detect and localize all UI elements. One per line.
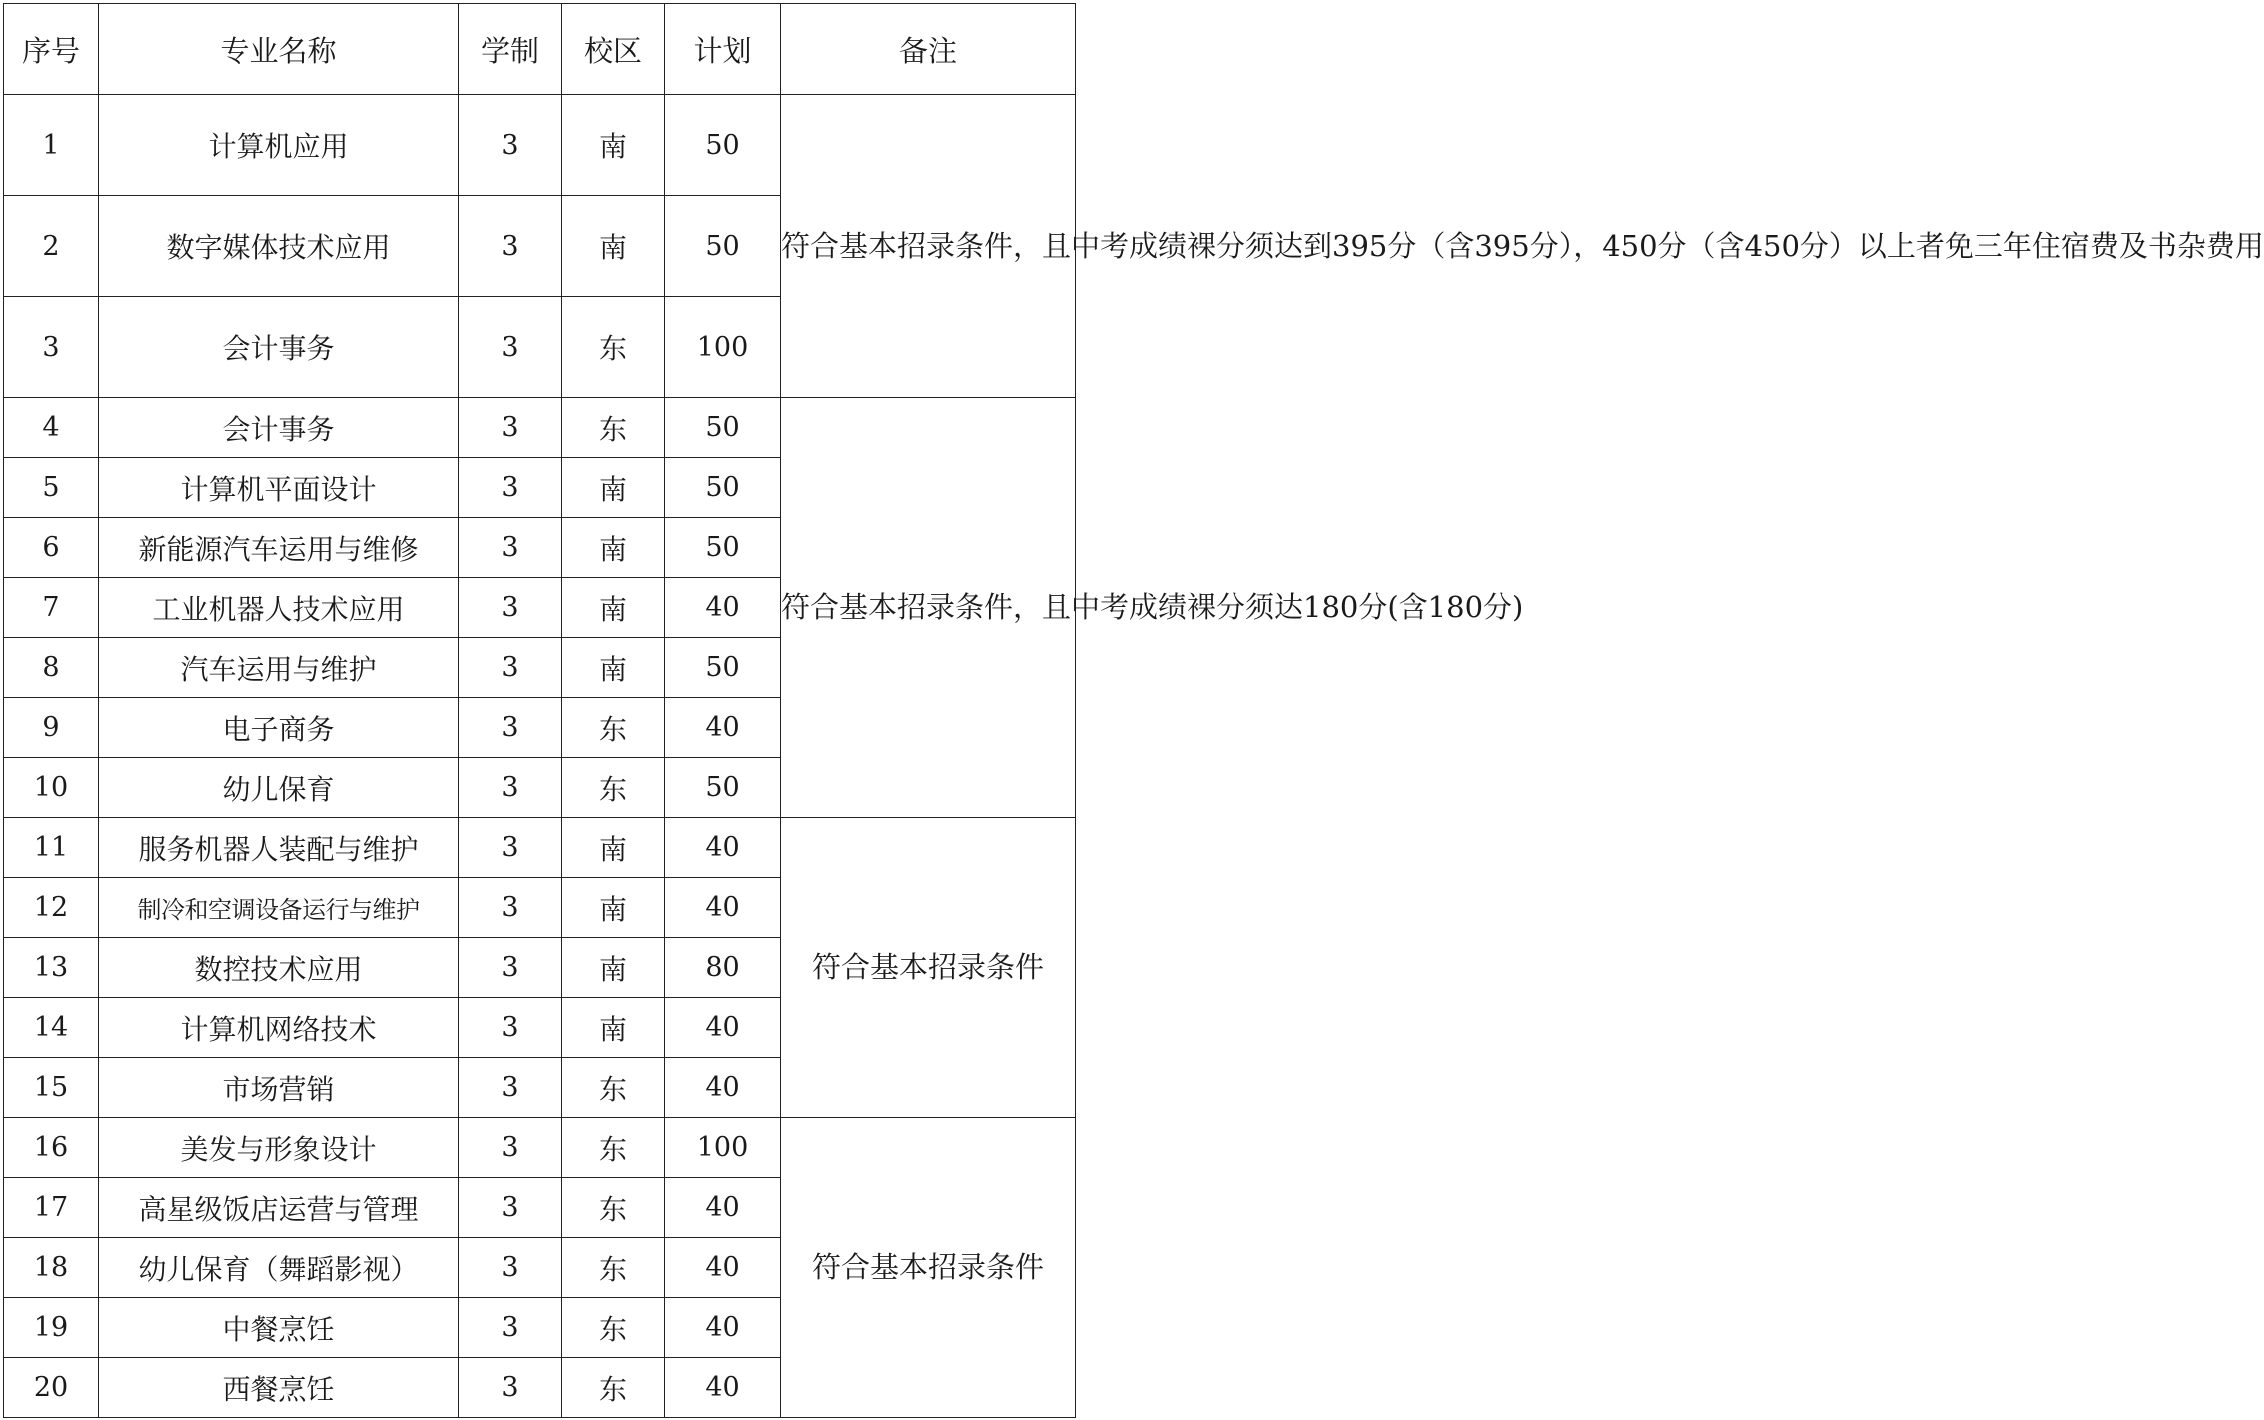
cell-name: 会计事务 <box>99 297 459 398</box>
cell-plan: 40 <box>665 1238 781 1298</box>
table-row <box>4 818 1076 878</box>
cell-no: 18 <box>4 1238 99 1298</box>
cell-years: 3 <box>459 1178 562 1238</box>
cell-years: 3 <box>459 818 562 878</box>
cell-campus: 南 <box>562 578 665 638</box>
cell-plan: 50 <box>665 458 781 518</box>
cell-plan: 100 <box>665 1118 781 1178</box>
cell-campus: 东 <box>562 1118 665 1178</box>
cell-name: 数控技术应用 <box>99 938 459 998</box>
cell-campus: 东 <box>562 297 665 398</box>
header-no: 序号 <box>4 4 99 95</box>
table-row <box>4 95 1076 196</box>
cell-name: 高星级饭店运营与管理 <box>99 1178 459 1238</box>
cell-plan: 50 <box>665 95 781 196</box>
cell-years: 3 <box>459 878 562 938</box>
cell-note-group-1: 符合基本招录条件，且中考成绩裸分须达到395分（含395分），450分（含450分）以上者免三年住宿费及书杂费用 <box>781 95 1076 398</box>
cell-campus: 南 <box>562 818 665 878</box>
cell-no: 7 <box>4 578 99 638</box>
cell-years: 3 <box>459 398 562 458</box>
enrollment-plan-table <box>3 3 2264 1418</box>
cell-name: 工业机器人技术应用 <box>99 578 459 638</box>
cell-years: 3 <box>459 297 562 398</box>
cell-no: 3 <box>4 297 99 398</box>
cell-campus: 东 <box>562 1178 665 1238</box>
cell-campus: 南 <box>562 458 665 518</box>
cell-campus: 南 <box>562 196 665 297</box>
cell-no: 1 <box>4 95 99 196</box>
cell-plan: 40 <box>665 1298 781 1358</box>
cell-no: 8 <box>4 638 99 698</box>
header-years: 学制 <box>459 4 562 95</box>
cell-name: 幼儿保育（舞蹈影视） <box>99 1238 459 1298</box>
cell-no: 19 <box>4 1298 99 1358</box>
cell-years: 3 <box>459 95 562 196</box>
cell-name: 服务机器人装配与维护 <box>99 818 459 878</box>
cell-campus: 东 <box>562 1358 665 1418</box>
cell-campus: 南 <box>562 878 665 938</box>
cell-note-group-3: 符合基本招录条件 <box>781 818 1076 1118</box>
cell-no: 15 <box>4 1058 99 1118</box>
cell-name: 中餐烹饪 <box>99 1298 459 1358</box>
cell-name: 计算机平面设计 <box>99 458 459 518</box>
cell-no: 11 <box>4 818 99 878</box>
cell-plan: 80 <box>665 938 781 998</box>
header-plan: 计划 <box>665 4 781 95</box>
cell-no: 9 <box>4 698 99 758</box>
cell-plan: 100 <box>665 297 781 398</box>
cell-no: 13 <box>4 938 99 998</box>
cell-plan: 40 <box>665 1178 781 1238</box>
cell-plan: 40 <box>665 818 781 878</box>
cell-no: 20 <box>4 1358 99 1418</box>
cell-name: 市场营销 <box>99 1058 459 1118</box>
cell-campus: 南 <box>562 518 665 578</box>
cell-years: 3 <box>459 518 562 578</box>
table-row <box>4 1118 1076 1178</box>
cell-note-group-2: 符合基本招录条件，且中考成绩裸分须达180分(含180分) <box>781 398 1076 818</box>
cell-name: 计算机应用 <box>99 95 459 196</box>
cell-campus: 东 <box>562 698 665 758</box>
cell-plan: 40 <box>665 698 781 758</box>
cell-no: 17 <box>4 1178 99 1238</box>
table-row <box>4 398 1076 458</box>
cell-years: 3 <box>459 938 562 998</box>
cell-years: 3 <box>459 698 562 758</box>
cell-name: 计算机网络技术 <box>99 998 459 1058</box>
cell-name: 电子商务 <box>99 698 459 758</box>
cell-campus: 东 <box>562 1058 665 1118</box>
cell-no: 2 <box>4 196 99 297</box>
cell-years: 3 <box>459 458 562 518</box>
cell-plan: 40 <box>665 878 781 938</box>
cell-no: 12 <box>4 878 99 938</box>
header-name: 专业名称 <box>99 4 459 95</box>
header-campus: 校区 <box>562 4 665 95</box>
cell-name: 数字媒体技术应用 <box>99 196 459 297</box>
cell-plan: 50 <box>665 518 781 578</box>
cell-years: 3 <box>459 196 562 297</box>
cell-years: 3 <box>459 638 562 698</box>
cell-name: 制冷和空调设备运行与维护 <box>99 878 459 938</box>
cell-years: 3 <box>459 1358 562 1418</box>
cell-name: 美发与形象设计 <box>99 1118 459 1178</box>
cell-years: 3 <box>459 758 562 818</box>
cell-name: 西餐烹饪 <box>99 1358 459 1418</box>
header-note: 备注 <box>781 4 1076 95</box>
cell-campus: 南 <box>562 938 665 998</box>
cell-campus: 东 <box>562 398 665 458</box>
cell-name: 汽车运用与维护 <box>99 638 459 698</box>
cell-plan: 40 <box>665 998 781 1058</box>
cell-years: 3 <box>459 1058 562 1118</box>
cell-plan: 40 <box>665 1058 781 1118</box>
cell-campus: 东 <box>562 1298 665 1358</box>
cell-years: 3 <box>459 1238 562 1298</box>
cell-name: 幼儿保育 <box>99 758 459 818</box>
cell-plan: 50 <box>665 638 781 698</box>
cell-campus: 南 <box>562 998 665 1058</box>
cell-plan: 50 <box>665 398 781 458</box>
cell-plan: 50 <box>665 196 781 297</box>
cell-years: 3 <box>459 998 562 1058</box>
cell-no: 16 <box>4 1118 99 1178</box>
cell-name: 会计事务 <box>99 398 459 458</box>
cell-no: 14 <box>4 998 99 1058</box>
cell-plan: 40 <box>665 1358 781 1418</box>
cell-campus: 南 <box>562 95 665 196</box>
cell-no: 4 <box>4 398 99 458</box>
cell-no: 10 <box>4 758 99 818</box>
header-row <box>4 4 1076 95</box>
cell-no: 5 <box>4 458 99 518</box>
cell-plan: 40 <box>665 578 781 638</box>
cell-campus: 东 <box>562 1238 665 1298</box>
cell-years: 3 <box>459 1118 562 1178</box>
cell-campus: 南 <box>562 638 665 698</box>
cell-no: 6 <box>4 518 99 578</box>
cell-name: 新能源汽车运用与维修 <box>99 518 459 578</box>
cell-plan: 50 <box>665 758 781 818</box>
cell-years: 3 <box>459 1298 562 1358</box>
cell-years: 3 <box>459 578 562 638</box>
cell-note-group-4: 符合基本招录条件 <box>781 1118 1076 1418</box>
cell-campus: 东 <box>562 758 665 818</box>
